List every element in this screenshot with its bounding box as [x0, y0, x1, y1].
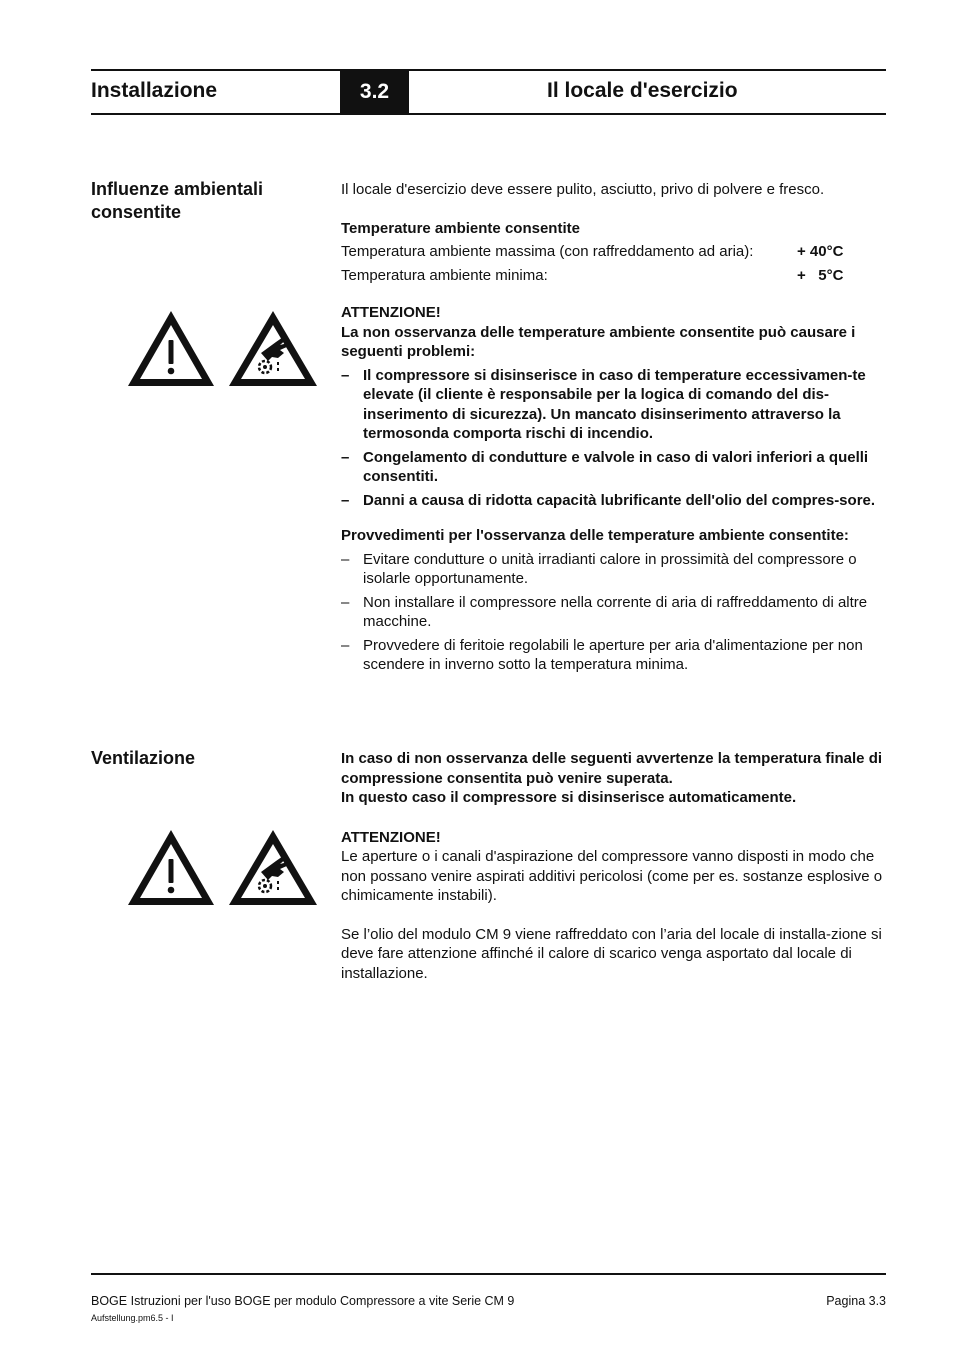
ventilation-warning-text: Le aperture o i canali d'aspirazione del compressore vanno disposti in modo che non possano venire aspirati additivi pericolosi (come per es. sostanze esplosive o chimicamente instabili). — [341, 848, 883, 904]
section-heading-ventilation: Ventilazione — [91, 748, 196, 768]
warning-title-2: ATTENZIONE! — [341, 828, 441, 846]
warning-icons-1 — [127, 308, 319, 395]
ventilation-bold-intro-2: In questo caso il compressore si disinserisce automaticamente. — [341, 789, 797, 806]
temp-min-value: + 5°C — [797, 266, 844, 284]
intro-text: Il locale d'esercizio deve essere pulito, asciutto, privo di polvere e fresco. — [341, 181, 825, 198]
warning-icons-2 — [127, 827, 319, 914]
list-item: – Il compressore si disinserisce in caso di temperature eccessivamen-te elevate (il cliente è responsabile per la logica di comando del dis-inserimento di sicurezza). Un mancato disinserimento attraverso la termosonda comporta rischi di incendio. — [341, 366, 887, 444]
list-item: – Congelamento di condutture e valvole in caso di valori inferiori a quelli consentiti. — [341, 448, 887, 487]
warning-title: ATTENZIONE! — [341, 304, 441, 321]
list-item: – Evitare condutture o unità irradianti calore in prossimità del compressore o isolarle opportunamente. — [341, 550, 887, 589]
chapter-number: 3.2 — [340, 71, 409, 113]
list-item: – Danni a causa di ridotta capacità lubrificante dell'olio del compres-sore. — [341, 491, 887, 511]
hand-in-machinery-warning-icon — [229, 311, 317, 386]
section1-body — [341, 180, 887, 679]
temp-max-label: Temperatura ambiente massima (con raffreddamento ad aria): — [341, 243, 754, 260]
temp-min-row — [341, 266, 887, 286]
temp-min-label: Temperatura ambiente minima: — [341, 266, 548, 284]
warning-exclamation-icon — [128, 830, 214, 905]
temp-max-value: + 40°C — [797, 243, 844, 260]
section-heading-ambient: Influenze ambientali consentite — [91, 179, 264, 222]
footer-file-name: Aufstellung.pm6.5 - I — [91, 1313, 174, 1323]
page-number: Pagina 3.3 — [826, 1294, 886, 1308]
footer-document-title: BOGE Istruzioni per l'uso BOGE per modulo Compressore a vite Serie CM 9 — [91, 1294, 515, 1308]
warning-exclamation-icon — [128, 311, 214, 386]
section2-body — [341, 749, 887, 983]
header-top-rule — [91, 69, 886, 71]
oil-cooling-text: Se l’olio del modulo CM 9 viene raffreddato con l’aria del locale di installa-zione si deve fare attenzione affinché il calore di scarico venga asportato dal locale di installazione. — [341, 925, 882, 982]
footer-rule — [91, 1273, 886, 1275]
list-item: – Non installare il compressore nella corrente di aria di raffreddamento di altre macchine. — [341, 593, 887, 632]
hand-in-machinery-warning-icon — [229, 830, 317, 905]
list-item: – Provvedere di feritoie regolabili le aperture per aria d'alimentazione per non scendere in inverno sotto la temperatura minima. — [341, 636, 887, 675]
problems-list — [341, 366, 887, 511]
ventilation-bold-intro: In caso di non osservanza delle seguenti avvertenze la temperatura finale di compressione consentita può venire superata. — [341, 750, 883, 787]
measures-list — [341, 550, 887, 675]
section-name: Installazione — [91, 79, 218, 102]
chapter-title: Il locale d'esercizio — [547, 79, 738, 102]
measures-heading: Provvedimenti per l'osservanza delle temperature ambiente consentite: — [341, 527, 849, 544]
header-bottom-rule — [91, 113, 886, 115]
temp-max-row — [341, 242, 887, 262]
warning-intro: La non osservanza delle temperature ambiente consentite può causare i seguenti problemi: — [341, 323, 856, 360]
temperature-heading: Temperature ambiente consentite — [341, 219, 580, 237]
